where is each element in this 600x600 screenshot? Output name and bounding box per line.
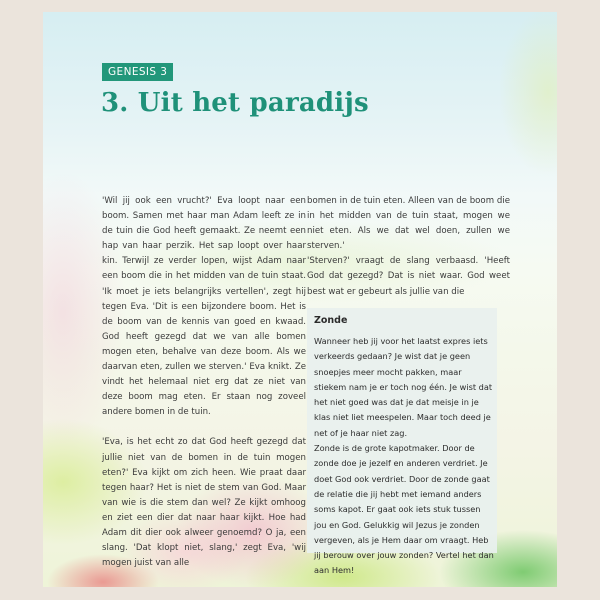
book-page [43, 12, 557, 587]
story-paragraph: bomen in de tuin eten. Alleen van de boom die in het midden van de tuin staat, mogen we niet eten. Als we dat wel doen, zullen we sterven.' [307, 196, 510, 252]
page-title: 3. Uit het paradijs [101, 88, 369, 118]
right-column [307, 194, 510, 300]
left-column [102, 194, 306, 571]
story-paragraph: 'Wil jij ook een vrucht?' Eva loopt naar een boom. Samen met haar man Adam leeft ze in de tuin die God heeft gemaakt. Ze neemt een hap van haar perzik. Het sap loopt over haar kin. Terwijl ze verder lopen, wijst Adam naar een boom die in het midden van de tuin staat. 'Ik moet je iets belangrijks vertellen', zegt hij tegen Eva. 'Dit is een bijzondere boom. Het is de boom van de kennis van goed en kwaad. God heeft gezegd dat we van alle bomen mogen eten, behalve van deze boom. Als we daarvan eten, zullen we sterven.' Eva knikt. Ze vindt het helemaal niet erg dat ze niet van deze boom mag eten. Er staan nog zoveel andere bomen in de tuin. [102, 196, 306, 418]
sidebar-box-title: Zonde [314, 315, 348, 326]
sidebar-box-zonde [307, 308, 497, 576]
sidebar-paragraph: Wanneer heb jij voor het laatst expres iets verkeerds gedaan? Je wist dat je geen snoepjes meer mocht pakken, maar stiekem nam je er toch nog één. Je wist dat het niet goed was dat je dat meisje in je klas niet liet meespelen. Maar toch deed je net of je haar niet zag. [314, 336, 493, 438]
story-paragraph: 'Eva, is het echt zo dat God heeft gezegd dat jullie niet van de bomen in de tuin mogen eten?' Eva kijkt om zich heen. Wie praat daar tegen haar? Het is niet de stem van God. Maar van wie is die stem dan wel? Ze kijkt omhoog en ziet een dier dat naar haar kijkt. Hoe had Adam dit dier ook alweer genoemd? O ja, een slang. 'Dat klopt niet, slang,' zegt Eva, 'wij mogen juist van alle [102, 437, 306, 569]
sidebar-paragraph: Zonde is de grote kapotmaker. Door de zonde doe je jezelf en anderen verdriet. Je doet God ook verdriet. Door de zonde gaat de relatie die jij hebt met iemand anders soms kapot. Er gaat ook iets stuk tussen jou en God. Gelukkig wil Jezus je zonden vergeven, als je Hem daar om vraagt. Heb jij berouw over jouw zonden? Vertel het dan aan Hem! [314, 443, 494, 576]
story-paragraph: 'Sterven?' vraagt de slang verbaasd. 'Heeft God dat gezegd? Dat is niet waar. God weet best wat er gebeurt als jullie van die [307, 256, 510, 297]
chapter-badge: GENESIS 3 [102, 63, 173, 81]
sidebar-box-body [314, 334, 494, 579]
